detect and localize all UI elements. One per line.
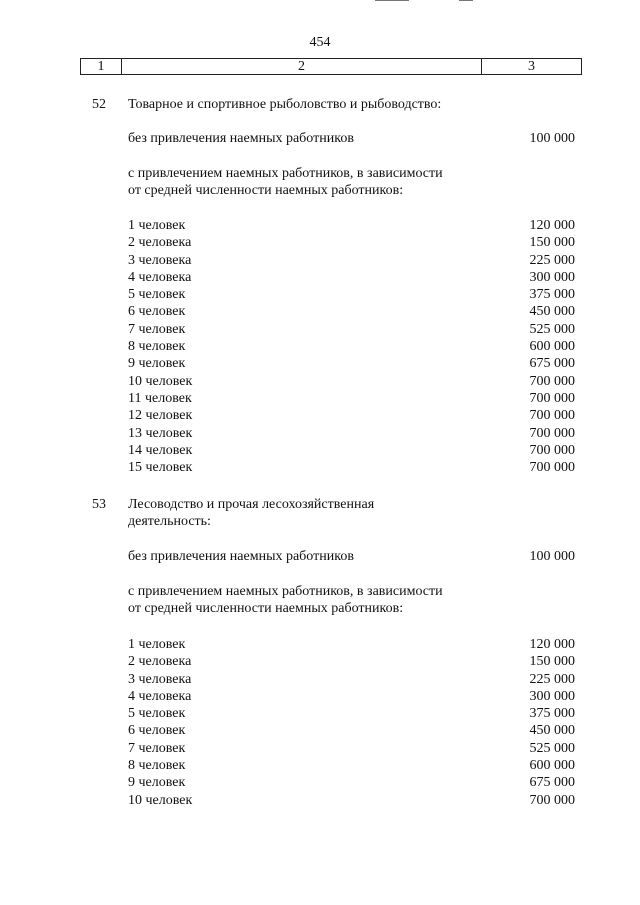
- list-item: [128, 252, 575, 269]
- list-item-label: 1 человек: [128, 637, 186, 652]
- list-item-label: 3 человека: [128, 252, 192, 268]
- column-header-1: 1: [81, 59, 122, 74]
- list-item-value: 525 000: [529, 740, 575, 756]
- list-item: [128, 407, 575, 424]
- list-item: [128, 757, 575, 774]
- list-item-label: 5 человек: [128, 287, 186, 303]
- list-item: [128, 269, 575, 286]
- without-hired-label: без привлечения наемных работников: [128, 549, 354, 564]
- list-item-label: 15 человек: [128, 460, 193, 476]
- list-item-label: 10 человек: [128, 792, 193, 808]
- list-item: [128, 774, 575, 791]
- list-item-label: 6 человек: [128, 304, 186, 320]
- list-item-value: 120 000: [529, 218, 575, 233]
- list-item-value: 700 000: [529, 390, 575, 406]
- list-item-value: 450 000: [529, 723, 575, 739]
- list-item: [128, 338, 575, 355]
- list-item-value: 700 000: [529, 460, 575, 476]
- list-item-label: 8 человек: [128, 339, 186, 355]
- with-hired-line1: с привлечением наемных работников, в зависимости: [128, 166, 443, 181]
- list-item-value: 700 000: [529, 408, 575, 424]
- with-hired-line2: от средней численности наемных работников:: [128, 601, 404, 616]
- list-item-value: 600 000: [529, 339, 575, 355]
- list-item-value: 300 000: [529, 269, 575, 285]
- list-item-value: 525 000: [529, 321, 575, 337]
- list-item: [128, 373, 575, 390]
- list-item: [128, 442, 575, 459]
- list-item-label: 8 человек: [128, 758, 186, 774]
- list-item-label: 14 человек: [128, 442, 193, 458]
- list-item-label: 3 человека: [128, 671, 192, 687]
- list-item-value: 675 000: [529, 356, 575, 372]
- section-number: 53: [92, 497, 106, 512]
- list-item-label: 11 человек: [128, 390, 192, 406]
- list-item-value: 300 000: [529, 688, 575, 704]
- list-item: [128, 653, 575, 670]
- list-item: [128, 217, 575, 234]
- list-item-value: 225 000: [529, 671, 575, 687]
- list-item-value: 120 000: [529, 637, 575, 652]
- list-item-label: 10 человек: [128, 373, 193, 389]
- list-item-label: 2 человека: [128, 654, 192, 670]
- list-item-value: 225 000: [529, 252, 575, 268]
- list-item-value: 150 000: [529, 654, 575, 670]
- employee-count-list: [128, 636, 575, 809]
- list-item: [128, 459, 575, 476]
- list-item: [128, 355, 575, 372]
- list-item-label: 7 человек: [128, 740, 186, 756]
- page-number: 454: [309, 35, 331, 50]
- list-item: [128, 234, 575, 251]
- without-hired-label: без привлечения наемных работников: [128, 131, 354, 146]
- list-item: [128, 792, 575, 809]
- section-number: 52: [92, 97, 106, 112]
- without-hired-value: 100 000: [529, 549, 575, 564]
- list-item-value: 675 000: [529, 775, 575, 791]
- section-title-line2: деятельность:: [128, 514, 211, 529]
- list-item-value: 700 000: [529, 373, 575, 389]
- list-item-label: 4 человека: [128, 269, 192, 285]
- list-item: [128, 303, 575, 320]
- column-header-3: 3: [528, 59, 535, 74]
- list-item-value: 700 000: [529, 442, 575, 458]
- list-item: [128, 425, 575, 442]
- list-item: [128, 722, 575, 739]
- with-hired-line2: от средней численности наемных работников:: [128, 183, 404, 198]
- list-item: [128, 688, 575, 705]
- list-item: [128, 321, 575, 338]
- list-item-value: 700 000: [529, 425, 575, 441]
- list-item: [128, 636, 575, 653]
- list-item-label: 12 человек: [128, 408, 193, 424]
- list-item-label: 9 человек: [128, 775, 186, 791]
- without-hired-value: 100 000: [529, 131, 575, 146]
- section-title: Товарное и спортивное рыболовство и рыбоводство:: [128, 97, 442, 112]
- list-item-label: 6 человек: [128, 723, 186, 739]
- list-item-value: 700 000: [529, 792, 575, 808]
- list-item: [128, 286, 575, 303]
- list-item-label: 4 человека: [128, 688, 192, 704]
- list-item-label: 13 человек: [128, 425, 193, 441]
- with-hired-line1: с привлечением наемных работников, в зависимости: [128, 584, 443, 599]
- list-item-label: 1 человек: [128, 218, 186, 233]
- list-item-value: 450 000: [529, 304, 575, 320]
- employee-count-list: [128, 217, 575, 476]
- list-item-label: 9 человек: [128, 356, 186, 372]
- section-title: Лесоводство и прочая лесохозяйственная: [128, 497, 375, 512]
- list-item-value: 600 000: [529, 758, 575, 774]
- list-item: [128, 671, 575, 688]
- list-item-value: 150 000: [529, 235, 575, 251]
- column-header-2: 2: [122, 59, 482, 74]
- list-item-label: 7 человек: [128, 321, 186, 337]
- list-item: [128, 740, 575, 757]
- scan-artifact-marks: [375, 0, 475, 3]
- list-item-label: 5 человек: [128, 706, 186, 722]
- list-item-value: 375 000: [529, 706, 575, 722]
- list-item-label: 2 человека: [128, 235, 192, 251]
- list-item-value: 375 000: [529, 287, 575, 303]
- list-item: [128, 705, 575, 722]
- list-item: [128, 390, 575, 407]
- table-column-header: [80, 58, 582, 75]
